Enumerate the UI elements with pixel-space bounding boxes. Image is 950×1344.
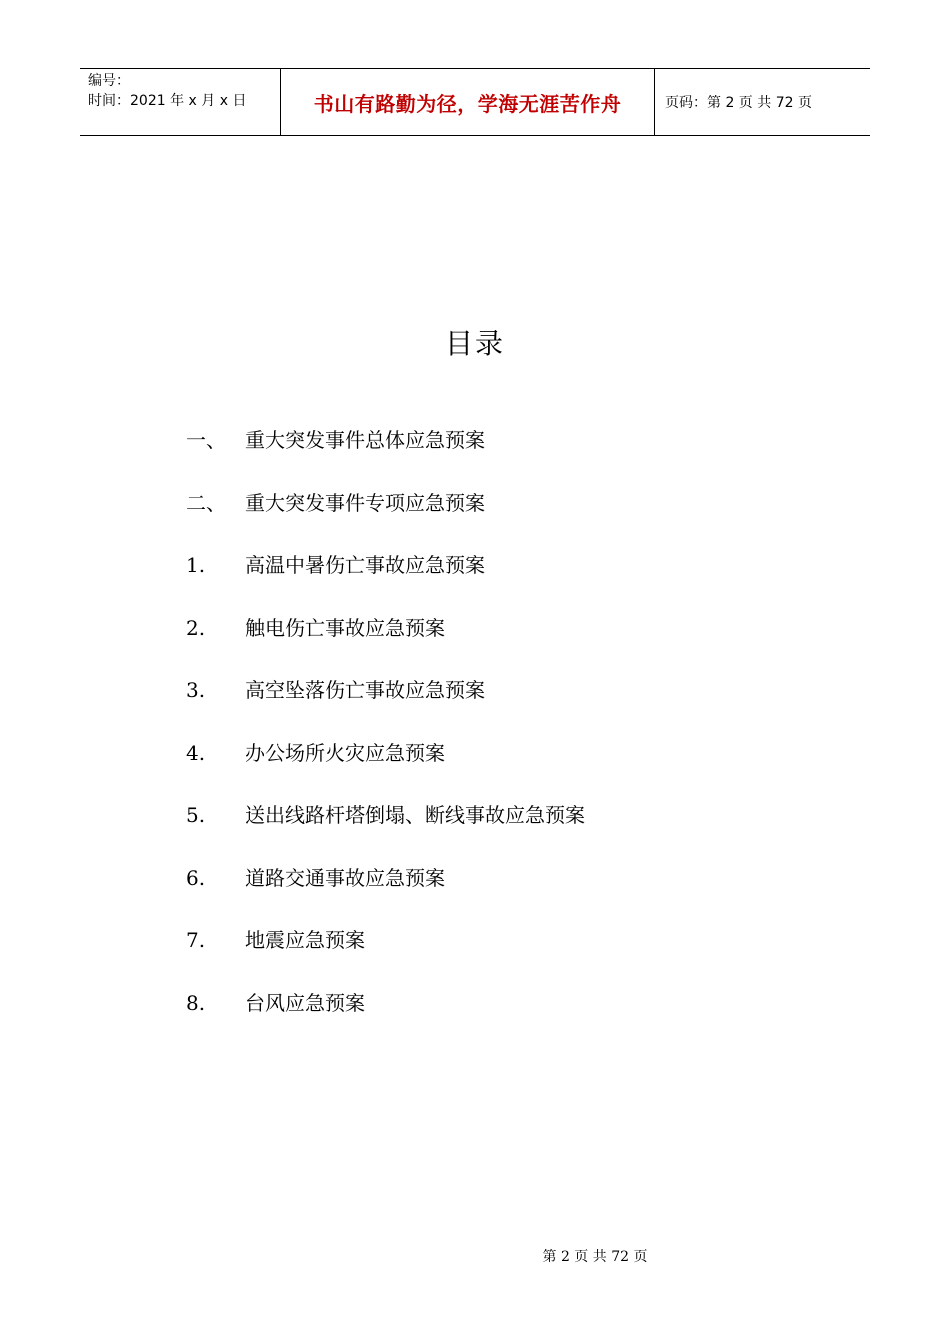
header-page-cell [655, 69, 870, 135]
toc-item[interactable] [186, 547, 585, 610]
toc-item[interactable] [186, 672, 585, 735]
toc-item-title: 高温中暑伤亡事故应急预案 [245, 553, 485, 577]
toc-item[interactable] [186, 485, 585, 548]
toc-list [186, 422, 585, 1047]
toc-item-number: 3. [186, 678, 206, 702]
toc-item-number: 二、 [186, 490, 226, 515]
toc-item[interactable] [186, 860, 585, 923]
toc-item-title: 办公场所火灾应急预案 [245, 740, 445, 765]
date-label: 时间：2021 年 x 月 x 日 [88, 93, 247, 109]
page-header [80, 68, 870, 136]
toc-item[interactable] [186, 985, 585, 1048]
toc-item-number: 4. [186, 740, 206, 765]
toc-item-number: 6. [186, 865, 206, 890]
toc-item-title: 重大突发事件专项应急预案 [245, 490, 485, 515]
toc-item-number: 1. [186, 553, 206, 577]
toc-item-number: 2. [186, 615, 206, 640]
toc-item-title: 台风应急预案 [245, 990, 365, 1015]
header-motto: 书山有路勤为径，学海无涯苦作舟 [313, 91, 622, 116]
toc-item-title: 地震应急预案 [245, 928, 365, 952]
page-footer [0, 1246, 950, 1266]
serial-number-label: 编号： [88, 73, 130, 89]
toc-item-number: 7. [186, 928, 206, 952]
header-page-info: 页码：第 2 页 共 72 页 [665, 95, 812, 111]
toc-item-number: 8. [186, 990, 206, 1015]
toc-item[interactable] [186, 610, 585, 673]
toc-item-title: 高空坠落伤亡事故应急预案 [245, 678, 485, 702]
footer-page-number: 第 2 页 共 72 页 [542, 1249, 648, 1265]
header-motto-cell [281, 69, 655, 135]
toc-item-title: 重大突发事件总体应急预案 [245, 428, 485, 452]
toc-item-number: 一、 [186, 428, 226, 452]
toc-title: 目录 [444, 327, 505, 360]
toc-item[interactable] [186, 922, 585, 985]
toc-item-title: 触电伤亡事故应急预案 [245, 615, 445, 640]
header-meta-cell [80, 69, 281, 135]
toc-item-title: 道路交通事故应急预案 [245, 865, 445, 890]
toc-item[interactable] [186, 797, 585, 860]
toc-item-title: 送出线路杆塔倒塌、断线事故应急预案 [245, 803, 585, 827]
toc-item[interactable] [186, 735, 585, 798]
toc-item-number: 5. [186, 803, 206, 827]
toc-item[interactable] [186, 422, 585, 485]
